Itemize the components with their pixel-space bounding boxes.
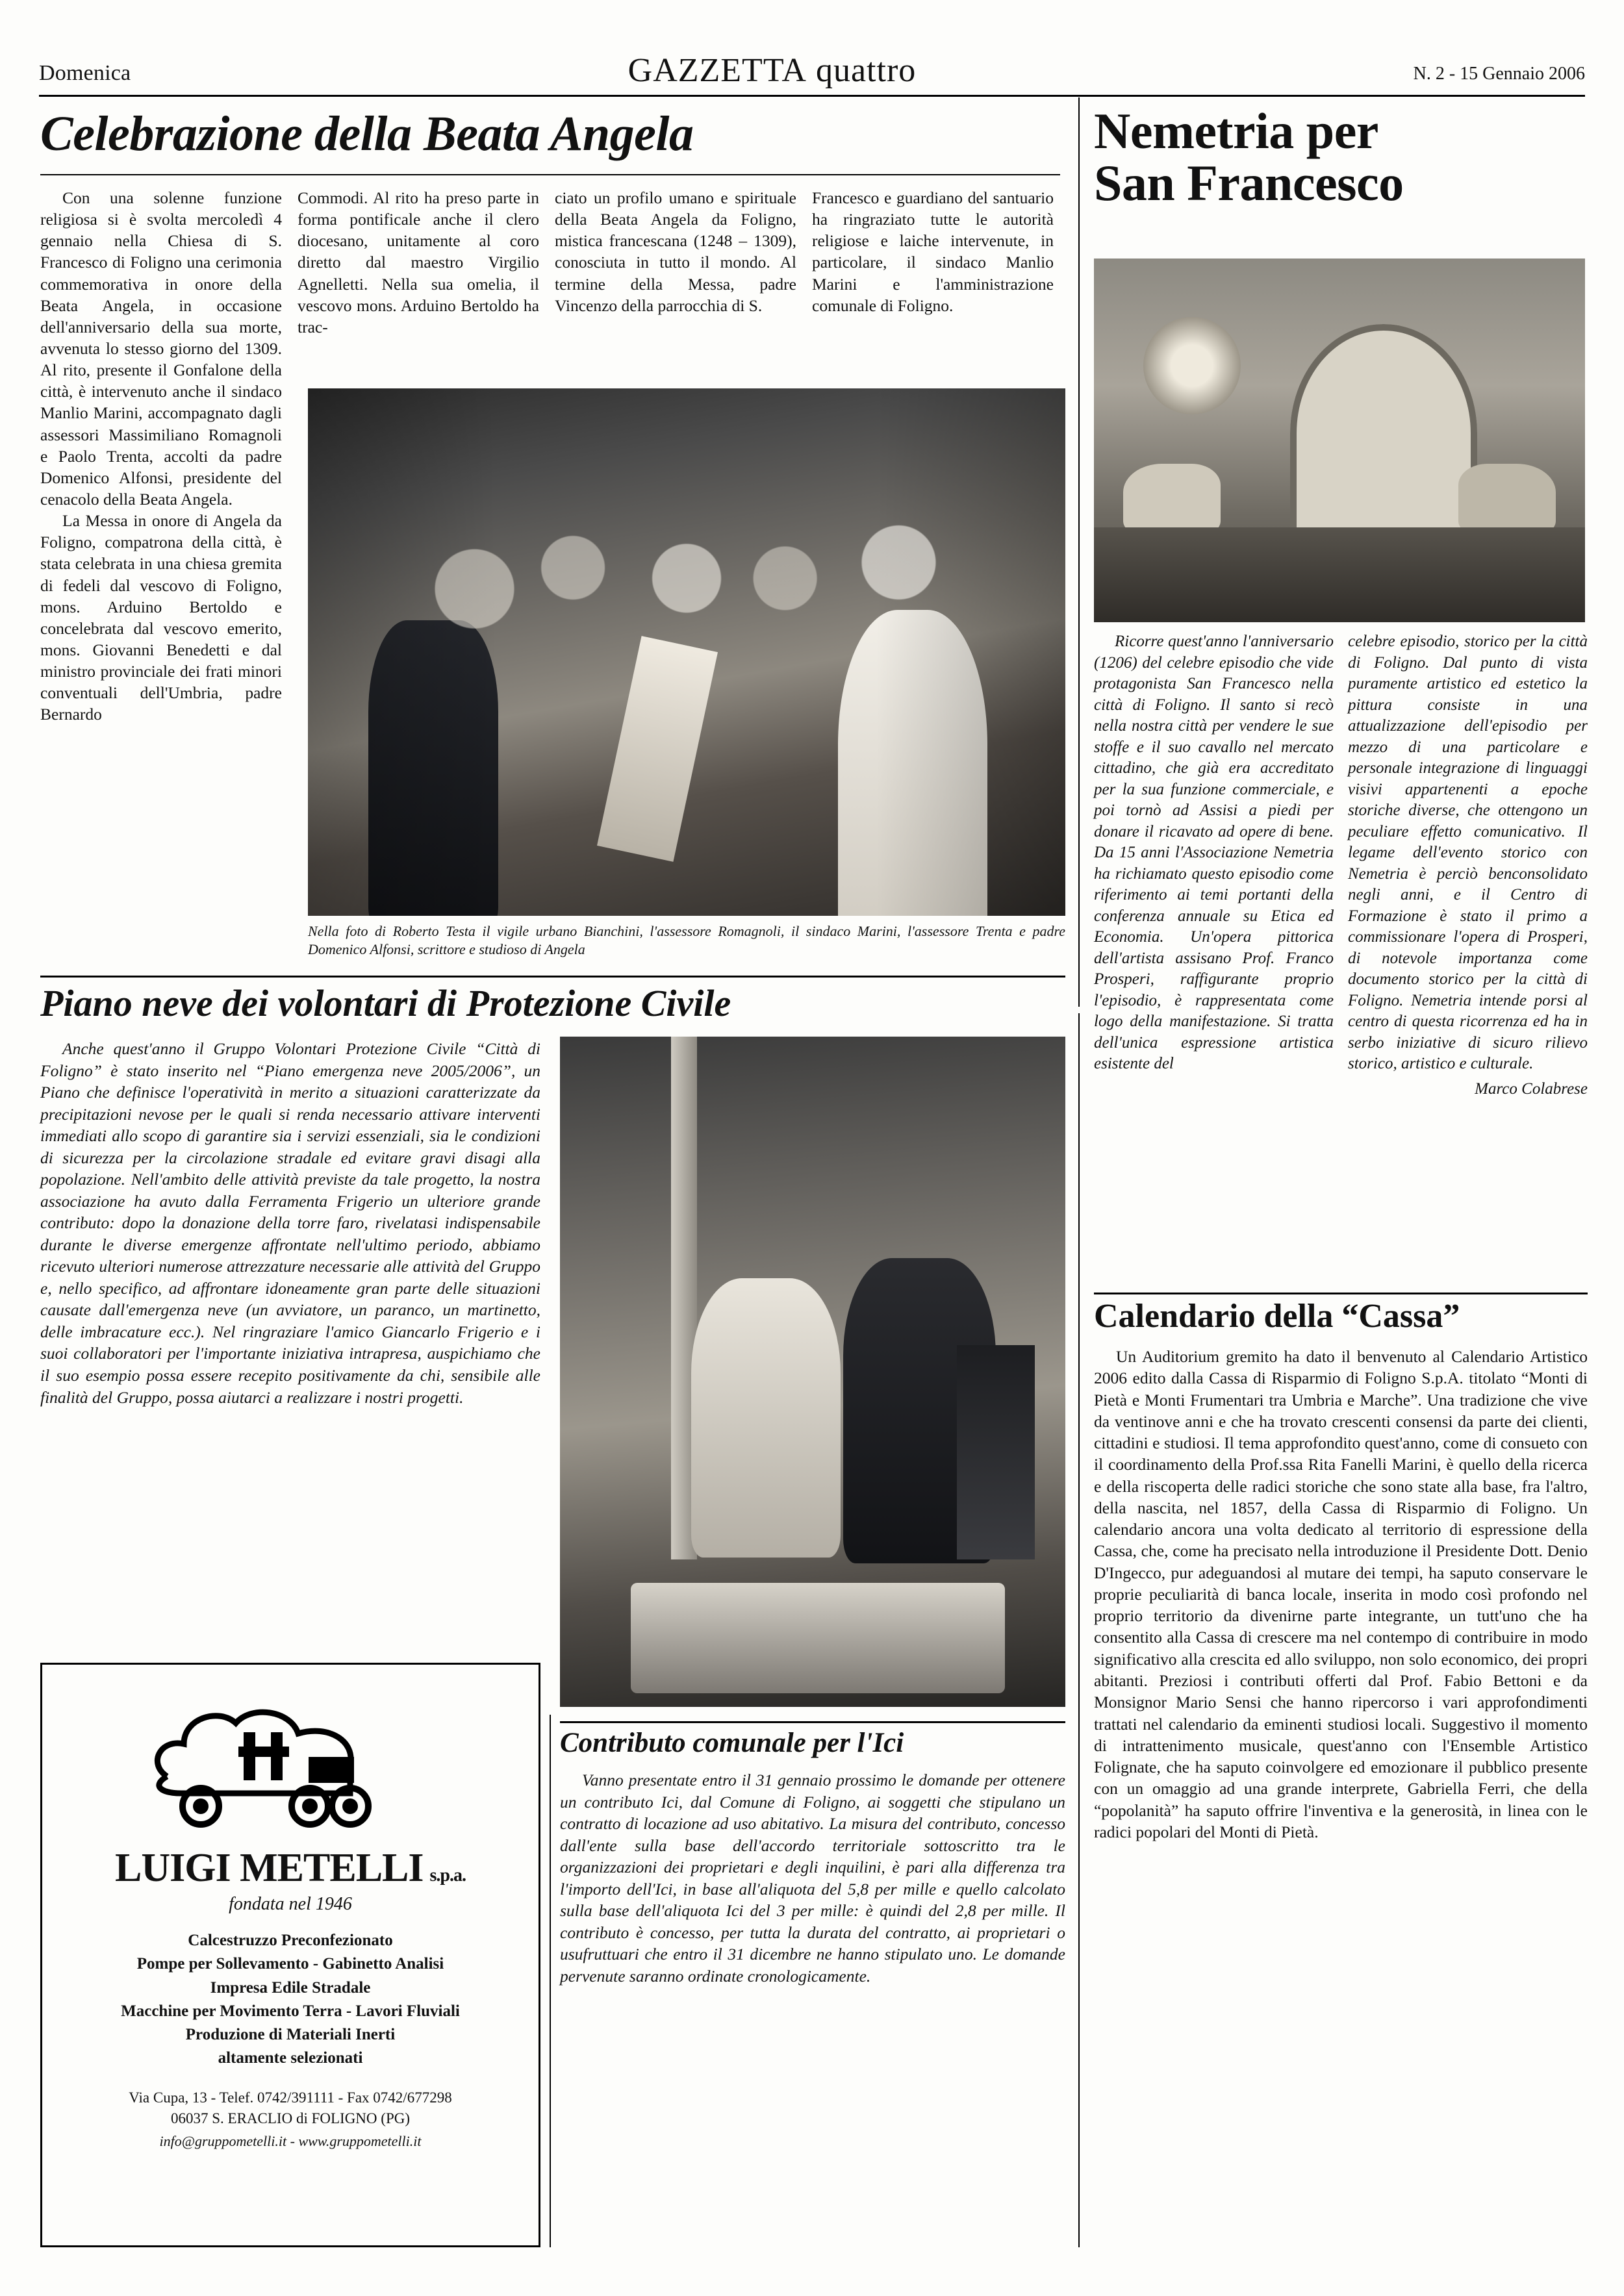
advert-service-item: altamente selezionati: [218, 2049, 363, 2067]
column-divider-ad: [550, 1715, 551, 2247]
advert-service-item: Produzione di Materiali Inerti: [185, 2026, 396, 2043]
headline-rule: [40, 174, 1060, 175]
photo-volunteers-protezione-civile: [560, 1037, 1065, 1707]
photo-sun-motif: [1143, 317, 1241, 414]
advert-founded: fondata nel 1946: [229, 1894, 352, 1914]
cassa-rule: [1094, 1293, 1588, 1294]
paragraph: Commodi. Al rito ha preso parte in forma pontificale anche il clero diocesano, unitamente al coro diretto dal maestro Virgilio Agnelletti. Nella sua omelia, il vescovo mons. Arduino Bertoldo ha trac-: [298, 188, 539, 336]
paragraph: ciato un profilo umano e spirituale della Beata Angela da Foligno, mistica francescana (1248 – 1309), conosciuta in tutto il mondo. Al termine della Messa, padre Vincenzo della parrocchia di S.: [555, 188, 796, 315]
advert-address: Via Cupa, 13 - Telef. 0742/391111 - Fax 0742/677298: [129, 2089, 452, 2106]
ici-rule: [560, 1721, 1065, 1723]
photo-caption-beata: Nella foto di Roberto Testa il vigile urbano Bianchini, l'assessore Romagnoli, il sindaco Marini, l'assessore Trenta e padre Domenico Alfonsi, scrittore e studioso di Angela: [308, 923, 1065, 957]
photo-figure-sash: [597, 636, 718, 862]
headline-piano-neve: Piano neve dei volontari di Protezione Civile: [40, 982, 731, 1024]
photo-flag: [957, 1345, 1035, 1559]
photo-san-francesco-painting: [1094, 259, 1585, 622]
article-beata-col1: [40, 187, 282, 725]
headline-beata-angela: Celebrazione della Beata Angela: [40, 107, 694, 161]
advertisement-luigi-metelli: [40, 1663, 540, 2247]
advert-company-name: [55, 1845, 526, 1891]
advert-services: [55, 1929, 526, 2071]
photo-equipment: [631, 1583, 1005, 1693]
photo-beata-angela-ceremony: [308, 388, 1065, 916]
photo-figure-priest: [838, 610, 987, 916]
headline-nemetria-line2: San Francesco: [1094, 154, 1404, 211]
advert-company-name-text: LUIGI METELLI: [115, 1846, 424, 1890]
paragraph: Con una solenne funzione religiosa si è svolta mercoledì 4 gennaio nella Chiesa di S. Francesco di Foligno una cerimonia commemorativa in onore della Beata Angela, in occasione dell'anniversario della sua morte, avvenuta lo stesso giorno del 1309. Al rito, presente il Gonfalone della città, è intervenuto anche il sindaco Manlio Marini, accompagnato dagli assessori Massimiliano Romagnoli e Paolo Trenta, accolti da padre Domenico Alfonsi, presidente del cenacolo della Beata Angela.: [40, 188, 282, 509]
paragraph: Anche quest'anno il Gruppo Volontari Protezione Civile “Città di Foligno” è stato inserito nel “Piano emergenza neve 2005/2006”, un Piano che definisce l'operatività in merito a situazioni caratterizzate da precipitazioni nevose per le quali si renda necessario attivare interventi immediati allo scopo di garantire sia i servizi essenziali, sia le condizioni di sicurezza per la circolazione stradale ed evitare gravi disagi alla popolazione. Nell'ambito delle attività previste da tale progetto, la nostra associazione ha avuto dalla Ferramenta Frigerio un ulteriore grande contributo: dopo la donazione della torre faro, rivelatasi indispensabile durante le diverse emergenze affrontate nell'ultimo periodo, abbiamo ricevuto ulteriori numerose attrezzature necessarie alle attività del Gruppo e, nello specifico, ad affrontare idoneamente gran parte delle situazioni causate dall'emergenza neve (un avviatore, un paranco, un martinetto, delle imbracature ecc.). Nel ringraziare l'amico Giancarlo Frigerio e i suoi collaboratori per l'importante iniziativa intrapresa, auspichiamo che il suo esempio possa essere recepito positivamente da chi, sensibile alle finalità del Gruppo, possa aiutarci a realizzare i nostri progetti.: [40, 1039, 540, 1407]
masthead-title-sub: quattro: [815, 52, 917, 89]
piano-rule: [40, 976, 1065, 978]
photo-figure-officer: [368, 620, 498, 916]
article-nemetria-col2: [1348, 631, 1588, 1100]
column-divider-right-lower: [1078, 1013, 1080, 2247]
headline-nemetria-line1: Nemetria per: [1094, 103, 1378, 159]
advert-service-item: Macchine per Movimento Terra - Lavori Fluviali: [121, 2002, 460, 2020]
paragraph: La Messa in onore di Angela da Foligno, compatrona della città, è stata celebrata in una chiesa gremita di fedeli dal vescovo di Foligno, mons. Arduino Bertoldo e concelebrata dal vescovo emerito, mons. Giovanni Benedetti e dal ministro provinciale dei frati minori conventuali dell'Umbria, padre Bernardo: [40, 511, 282, 724]
photo-horse-right: [1458, 464, 1556, 535]
paragraph: Un Auditorium gremito ha dato il benvenuto al Calendario Artistico 2006 edito dalla Cassa di Risparmio di Foligno S.p.A. titolato “Monti di Pietà e Monti Frumentari tra Umbria e Marche”. Una tradizione che vive da ventinove anni e che ha trovato crescenti consensi da parte dei clienti, cittadini e studiosi. Il tema approfondito quest'anno, come di consueto con il coordinamento della Prof.ssa Rita Fanelli Marini, è quello della ricerca e della riscoperta delle radici storiche che sono state alla base, fra l'altro, della nascita, nel 1857, della Cassa di Risparmio di Foligno. Un calendario ancora una volta dedicato al territorio di espressione della Cassa, che, come ha precisato nella introduzione il Presidente Dott. Denio D'Ingecco, pur adeguandosi al mutare dei tempi, ha saputo conservare le proprie peculiarità di banca locale, inserita in modo così profondo nel proprio territorio da divenirne parte integrante, un tutt'uno che ha consentito alla Cassa di crescere ma nel contempo di contribuire in modo significativo alla crescita ed allo sviluppo, non solo economico, dei propri abitanti. Preziosi i contributi offerti dal Prof. Fabio Bettoni e da Monsignor Mario Sensi che hanno ripercorso i vari approfondimenti trattati nel calendario da eminenti studiosi locali. Suggestivo il momento di intrattenimento musicale, quest'anno con l'Ensemble Artistico Folignate, che ha saputo coinvolgere ed emozionare il pubblico presente con un omaggio ad una grande interprete, Gabriella Ferri, che della “popolanità” ha saputo offrire l'inventiva e la generosità, in linea con le radici popolari del Monti di Pietà.: [1094, 1347, 1588, 1841]
article-piano-body: [40, 1038, 540, 1408]
article-nemetria-col1: [1094, 631, 1334, 1100]
advert-company-suffix: s.p.a.: [429, 1865, 466, 1886]
concrete-mixer-truck-icon: [121, 1679, 459, 1841]
advert-web[interactable]: info@gruppometelli.it - www.gruppometelli.it: [159, 2132, 422, 2149]
article-cassa-body: [1094, 1346, 1588, 1843]
paragraph: Vanno presentate entro il 31 gennaio prossimo le domande per ottenere un contributo Ici, dal Comune di Foligno, ai soggetti che stipulano un contratto di locazione ad uso abitativo. La misura del contributo, concesso dall'ente sulla base dell'accordo territoriale sottoscritto tra le organizzazioni dei proprietari e degli inquilini, è pari alla differenza tra l'importo dell'Ici, in base all'aliquota del 5,8 per mille e quello calcolato sulla base dell'aliquota Ici del 3 per mille: è quindi del 2,8 per mille. Il contributo è concesso, per tutta la durata del contratto, ai proprietari o usufruttuari che entro il 31 dicembre ne hanno stipulato uno. Le domande pervenute saranno ordinate cronologicamente.: [560, 1771, 1065, 1986]
headline-nemetria: [1094, 103, 1588, 211]
headline-calendario-cassa: Calendario della “Cassa”: [1094, 1298, 1460, 1335]
masthead-title: [628, 51, 917, 95]
photo-horse-left: [1123, 464, 1221, 535]
advert-service-item: Calcestruzzo Preconfezionato: [188, 1932, 393, 1949]
photo-foreground-band: [1094, 527, 1585, 622]
advert-city: 06037 S. ERACLIO di FOLIGNO (PG): [171, 2110, 410, 2126]
masthead: [39, 39, 1585, 97]
article-nemetria-byline: Marco Colabrese: [1475, 1079, 1588, 1098]
advert-service-item: Impresa Edile Stradale: [210, 1978, 371, 1997]
photo-arch-motif: [1290, 324, 1477, 542]
photo-volunteer-left: [691, 1278, 841, 1558]
masthead-issue: N. 2 - 15 Gennaio 2006: [1413, 64, 1585, 84]
advert-contact: [55, 2088, 526, 2152]
article-nemetria-columns: [1094, 631, 1588, 1100]
paragraph: Ricorre quest'anno l'anniversario (1206) del celebre episodio che vide protagonista San Francesco nella città di Foligno. Il santo si recò nella nostra città per vendere le sue stoffe e il suo cavallo nel mercato cittadino, che già era accreditato per la sua funzione commerciale, e poi tornò ad Assisi a piedi per donare il ricavato ad opere di bene. Da 15 anni l'Associazione Nemetria ha richiamato questo episodio come riferimento ai temi portanti della conferenza annuale su Etica ed Economia. Un'opera pittorica dell'artista assisano Prof. Franco Prosperi, raffigurante proprio l'episodio, è rappresentata come logo della manifestazione. Si tratta dell'unica espressione artistica esistente del: [1094, 633, 1334, 1072]
headline-contributo-ici: Contributo comunale per l'Ici: [560, 1728, 904, 1758]
masthead-day: Domenica: [39, 61, 131, 85]
advert-logo: [121, 1679, 459, 1841]
masthead-title-main: GAZZETTA: [628, 52, 807, 89]
advert-service-item: Pompe per Sollevamento - Gabinetto Analisi: [136, 1955, 444, 1973]
paragraph: Francesco e guardiano del santuario ha ringraziato tutte le autorità religiose e laiche intervenute, in particolare, il sindaco Manlio Marini e l'amministrazione comunale di Foligno.: [812, 188, 1054, 315]
column-divider-right: [1078, 97, 1080, 1007]
paragraph: celebre episodio, storico per la città di Foligno. Dal punto di vista puramente artistico ed estetico la pittura consiste in una attualizzazione dell'episodio per mezzo di una particolare e personale integrazione di linguaggi visivi appartenenti a epoche storiche diverse, che ottengono un peculiare effetto comunicativo. Il legame dell'evento storico con Nemetria è perciò benconsolidato negli anni, e il Centro di Formazione è stato il primo a commissionare l'opera di Prosperi, di notevole importanza come documento storico per la città di Foligno. Nemetria intende porsi al centro di questa ricorrenza ed ha in serbo iniziative di sicuro rilievo storico, artistico e culturale.: [1348, 633, 1588, 1072]
article-ici-body: [560, 1769, 1065, 1987]
